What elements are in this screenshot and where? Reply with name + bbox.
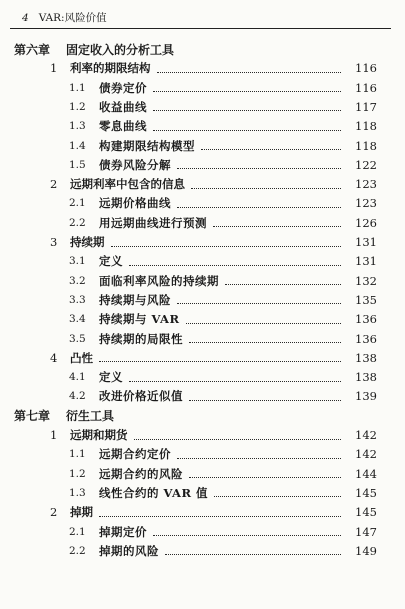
entry-title: 定义 bbox=[99, 254, 123, 269]
dot-leader bbox=[153, 91, 341, 92]
entry-title: 掉期 bbox=[70, 505, 93, 520]
entry-title: 远期合约定价 bbox=[99, 447, 171, 462]
dot-leader bbox=[225, 284, 341, 285]
entry-number: 1.3 bbox=[69, 486, 86, 499]
entry-title: 凸性 bbox=[70, 350, 93, 365]
entry-number: 2 bbox=[50, 505, 58, 520]
entry-page-number: 144 bbox=[355, 466, 377, 481]
entry-number: 2.2 bbox=[69, 216, 86, 229]
entry-title: 持续期的局限性 bbox=[99, 331, 183, 346]
toc-subsection bbox=[0, 484, 405, 502]
entry-page-number: 136 bbox=[355, 312, 377, 327]
toc-chapter bbox=[0, 407, 405, 425]
toc-section bbox=[0, 175, 405, 193]
toc-section bbox=[0, 349, 405, 367]
dot-leader bbox=[177, 168, 341, 169]
entry-page-number: 131 bbox=[355, 254, 377, 269]
entry-number: 2 bbox=[50, 177, 58, 192]
toc-subsection bbox=[0, 137, 405, 155]
entry-number: 4.2 bbox=[69, 390, 86, 403]
dot-leader bbox=[111, 246, 342, 247]
entry-page-number: 142 bbox=[355, 447, 377, 462]
entry-page-number: 117 bbox=[355, 99, 377, 114]
entry-number: 3.4 bbox=[69, 313, 86, 326]
entry-title: 持续期与 VAR bbox=[99, 312, 180, 327]
dot-leader bbox=[153, 535, 341, 536]
entry-title: 掉期定价 bbox=[99, 524, 147, 539]
dot-leader bbox=[189, 477, 341, 478]
entry-title: 债券风险分解 bbox=[99, 157, 171, 172]
entry-page-number: 131 bbox=[355, 235, 377, 249]
toc-subsection bbox=[0, 156, 405, 174]
entry-page-number: 138 bbox=[355, 350, 377, 365]
entry-number: 1.1 bbox=[69, 81, 86, 94]
entry-title: 固定收入的分析工具 bbox=[66, 42, 175, 57]
entry-number: 1.3 bbox=[69, 120, 86, 133]
entry-number: 第六章 bbox=[14, 42, 51, 57]
toc-subsection bbox=[0, 465, 405, 483]
entry-title: 债券定价 bbox=[99, 80, 147, 95]
entry-page-number: 147 bbox=[355, 524, 377, 539]
entry-number: 3.3 bbox=[69, 293, 86, 306]
toc-subsection bbox=[0, 310, 405, 328]
entry-title: 零息曲线 bbox=[99, 119, 147, 134]
toc-subsection bbox=[0, 368, 405, 386]
entry-number: 2.2 bbox=[69, 544, 86, 557]
entry-number: 3.1 bbox=[69, 255, 86, 268]
toc-subsection bbox=[0, 523, 405, 541]
dot-leader bbox=[157, 72, 342, 73]
toc-section bbox=[0, 503, 405, 521]
toc-section bbox=[0, 233, 405, 251]
entry-title: 远期价格曲线 bbox=[99, 196, 171, 211]
entry-title: 掉期的风险 bbox=[99, 543, 159, 558]
dot-leader bbox=[134, 439, 342, 440]
entry-page-number: 126 bbox=[355, 215, 377, 230]
entry-title: 远期合约的风险 bbox=[99, 466, 183, 481]
entry-number: 3 bbox=[50, 235, 58, 249]
dot-leader bbox=[177, 303, 341, 304]
dot-leader bbox=[99, 361, 341, 362]
toc-subsection bbox=[0, 252, 405, 270]
dot-leader bbox=[214, 496, 341, 497]
entry-page-number: 116 bbox=[355, 61, 377, 76]
dot-leader bbox=[201, 149, 341, 150]
entry-number: 4 bbox=[50, 350, 58, 365]
entry-page-number: 145 bbox=[355, 505, 377, 520]
entry-page-number: 135 bbox=[355, 292, 377, 307]
dot-leader bbox=[129, 265, 341, 266]
toc-chapter bbox=[0, 40, 405, 58]
toc-section bbox=[0, 59, 405, 77]
dot-leader bbox=[153, 110, 341, 111]
dot-leader bbox=[165, 554, 341, 555]
toc-subsection bbox=[0, 291, 405, 309]
entry-page-number: 122 bbox=[355, 157, 377, 172]
toc-subsection bbox=[0, 387, 405, 405]
dot-leader bbox=[177, 207, 341, 208]
entry-title: 利率的期限结构 bbox=[70, 61, 151, 76]
dot-leader bbox=[177, 458, 341, 459]
dot-leader bbox=[189, 400, 341, 401]
entry-number: 2.1 bbox=[69, 525, 86, 538]
entry-number: 1.5 bbox=[69, 158, 86, 171]
entry-page-number: 139 bbox=[355, 389, 377, 404]
header-book-title: VAR:风险价值 bbox=[38, 12, 107, 24]
dot-leader bbox=[129, 381, 341, 382]
entry-number: 4.1 bbox=[69, 371, 86, 384]
entry-title: 线性合约的 VAR 值 bbox=[99, 485, 209, 500]
toc-subsection bbox=[0, 542, 405, 560]
entry-number: 3.5 bbox=[69, 332, 86, 345]
toc-subsection bbox=[0, 194, 405, 212]
entry-page-number: 123 bbox=[355, 177, 377, 192]
entry-page-number: 118 bbox=[355, 119, 377, 134]
toc-section bbox=[0, 426, 405, 444]
running-head bbox=[10, 10, 391, 29]
dot-leader bbox=[153, 130, 341, 131]
toc-subsection bbox=[0, 214, 405, 232]
dot-leader bbox=[191, 188, 341, 189]
entry-page-number: 118 bbox=[355, 138, 377, 153]
entry-number: 1.1 bbox=[69, 448, 86, 461]
entry-page-number: 145 bbox=[355, 485, 377, 500]
entry-title: 收益曲线 bbox=[99, 99, 147, 114]
dot-leader bbox=[213, 226, 341, 227]
header-page-number: 4 bbox=[22, 12, 29, 24]
entry-page-number: 138 bbox=[355, 370, 377, 385]
entry-title: 衍生工具 bbox=[66, 409, 115, 424]
entry-number: 1.2 bbox=[69, 100, 86, 113]
entry-page-number: 149 bbox=[355, 543, 377, 558]
entry-title: 改进价格近似值 bbox=[99, 389, 183, 404]
entry-page-number: 136 bbox=[355, 331, 377, 346]
entry-number: 2.1 bbox=[69, 197, 86, 210]
entry-page-number: 132 bbox=[355, 273, 377, 288]
entry-title: 持续期 bbox=[70, 235, 105, 249]
entry-number: 3.2 bbox=[69, 274, 86, 287]
entry-title: 构建期限结构模型 bbox=[99, 138, 195, 153]
entry-page-number: 116 bbox=[355, 80, 377, 95]
entry-number: 1.4 bbox=[69, 139, 86, 152]
entry-page-number: 142 bbox=[355, 428, 377, 442]
entry-title: 用远期曲线进行预测 bbox=[99, 215, 207, 230]
toc-subsection bbox=[0, 117, 405, 135]
toc-subsection bbox=[0, 445, 405, 463]
entry-page-number: 123 bbox=[355, 196, 377, 211]
entry-title: 远期利率中包含的信息 bbox=[70, 177, 185, 192]
toc-subsection bbox=[0, 98, 405, 116]
entry-number: 1 bbox=[50, 61, 58, 76]
entry-number: 第七章 bbox=[14, 409, 51, 424]
entry-title: 远期和期货 bbox=[70, 428, 128, 442]
entry-title: 持续期与风险 bbox=[99, 292, 171, 307]
entry-title: 定义 bbox=[99, 370, 123, 385]
entry-number: 1 bbox=[50, 428, 58, 442]
entry-title: 面临利率风险的持续期 bbox=[99, 273, 219, 288]
dot-leader bbox=[186, 323, 341, 324]
toc-subsection bbox=[0, 272, 405, 290]
dot-leader bbox=[99, 516, 341, 517]
toc-subsection bbox=[0, 79, 405, 97]
entry-number: 1.2 bbox=[69, 467, 86, 480]
dot-leader bbox=[189, 342, 341, 343]
toc-subsection bbox=[0, 330, 405, 348]
